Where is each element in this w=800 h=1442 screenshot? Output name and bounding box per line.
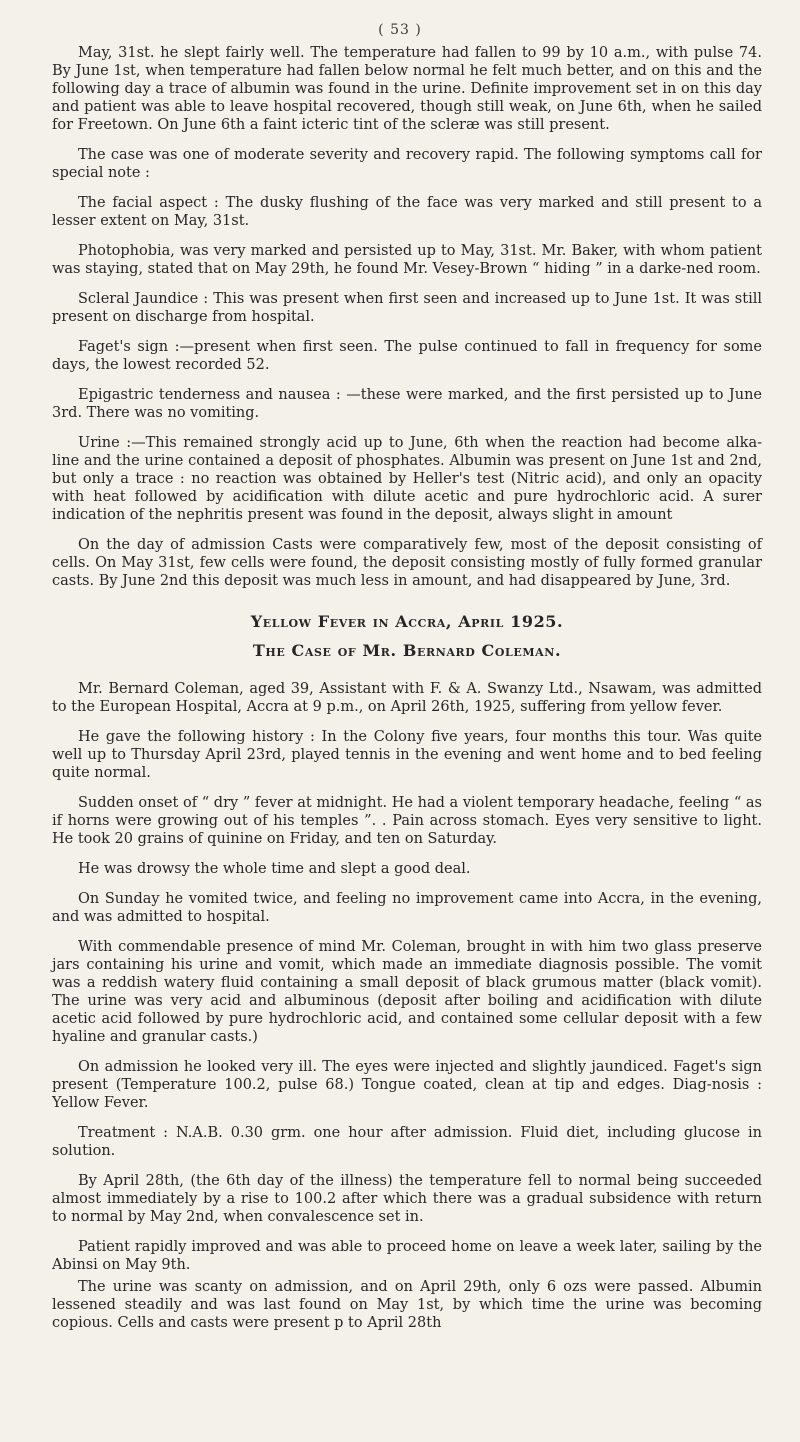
body-text <box>52 44 762 1332</box>
paragraph-scanty-urine: The urine was scanty on admission, and on April 29th, only 6 ozs were passed. Albumin lessened steadily and was last found on May 1st, by which time the urine was becoming copious. Cells and casts were present p to April 28th <box>52 1279 762 1331</box>
paragraph-patient-recovery: May, 31st. he slept fairly well. The temperature had fallen to 99 by 10 a.m., with pulse 74. By June 1st, when temperature had fallen below normal he felt much better, and on this and the following day a trace of albumin was found in the urine. Definite improvement set in on this day and patient was able to leave hospital recovered, though still weak, on June 6th, when he sailed for Freetown. On June 6th a faint icteric tint of the scleræ was still present. <box>52 45 762 133</box>
paragraph-preserve-jars: With commendable presence of mind Mr. Coleman, brought in with him two glass preserve jars containing his urine and vomit, which made an immediate diagnosis possible. The vomit was a reddish watery fluid containing a small deposit of black grumous matter (black vomit). The urine was very acid and albuminous (deposit after boiling and acidification with dilute acetic acid followed by pure hydrochloric acid, and contained some cellular deposit with a few hyaline and granular casts.) <box>52 939 762 1045</box>
paragraph-treatment: Treatment : N.A.B. 0.30 grm. one hour after admission. Fluid diet, including glucose in solution. <box>52 1125 762 1159</box>
paragraph-leave: Patient rapidly improved and was able to proceed home on leave a week later, sailing by the Abinsi on May 9th. <box>52 1239 762 1273</box>
paragraph-sunday: On Sunday he vomited twice, and feeling no improvement came into Accra, in the evening, and was admitted to hospital. <box>52 891 762 925</box>
paragraph-photophobia: Photophobia, was very marked and persisted up to May, 31st. Mr. Baker, with whom patient was staying, stated that on May 29th, he found Mr. Vesey-Brown “ hiding ” in a darke-ned room. <box>52 243 762 277</box>
paragraph-facial-aspect: The facial aspect : The dusky flushing of the face was very marked and still present to a lesser extent on May, 31st. <box>52 195 762 229</box>
paragraph-fagets-sign: Faget's sign :—present when first seen. The pulse continued to fall in frequency for some days, the lowest recorded 52. <box>52 339 762 373</box>
paragraph-on-admission: On admission he looked very ill. The eyes were injected and slightly jaundiced. Faget's sign present (Temperature 100.2, pulse 68.) Tongue coated, clean at tip and edges. Diag-nosis : Yellow Fever. <box>52 1059 762 1111</box>
paragraph-drowsy: He was drowsy the whole time and slept a good deal. <box>78 861 471 877</box>
section-heading: Yellow Fever in Accra, April 1925. <box>250 612 564 631</box>
paragraph-onset: Sudden onset of “ dry ” fever at midnight. He had a violent temporary headache, feeling “ as if horns were growing out of his temples ”. . Pain across stomach. Eyes very sensitive to light. He took 20 grains of quinine on Friday, and ten on Saturday. <box>52 795 762 847</box>
paragraph-scleral-jaundice: Scleral Jaundice : This was present when first seen and increased up to June 1st. It was still present on discharge from hospital. <box>52 291 762 325</box>
paragraph-case-summary: The case was one of moderate severity and recovery rapid. The following symptoms call for special note : <box>52 147 762 181</box>
page-number: ( 53 ) <box>378 22 422 38</box>
paragraph-temperature: By April 28th, (the 6th day of the illness) the temperature fell to normal being succeeded almost immediately by a rise to 100.2 after which there was a gradual subsidence with return to normal by May 2nd, when convalescence set in. <box>52 1173 762 1225</box>
paragraph-history: He gave the following history : In the Colony five years, four months this tour. Was quite well up to Thursday April 23rd, played tennis in the evening and went home and to bed feeling quite normal. <box>52 729 762 781</box>
paragraph-urine: Urine :—This remained strongly acid up to June, 6th when the reaction had become alka-line and the urine contained a deposit of phosphates. Albumin was present on June 1st and 2nd, but only a trace : no reaction was obtained by Heller's test (Nitric acid), and only an opacity with heat followed by acidification with dilute acetic and pure hydrochloric acid. A surer indication of the nephritis present was found in the deposit, always slight in amount <box>52 435 762 523</box>
paragraph-epigastric: Epigastric tenderness and nausea : —these were marked, and the first persisted up to June 3rd. There was no vomiting. <box>52 387 762 421</box>
paragraph-admission: Mr. Bernard Coleman, aged 39, Assistant with F. & A. Swanzy Ltd., Nsawam, was admitted to the European Hospital, Accra at 9 p.m., on April 26th, 1925, suffering from yellow fever. <box>52 681 762 715</box>
section-subheading: The Case of Mr. Bernard Coleman. <box>252 641 562 660</box>
paragraph-casts: On the day of admission Casts were comparatively few, most of the deposit consisting of cells. On May 31st, few cells were found, the deposit consisting mostly of fully formed granular casts. By June 2nd this deposit was much less in amount, and had disappeared by June, 3rd. <box>52 537 762 589</box>
